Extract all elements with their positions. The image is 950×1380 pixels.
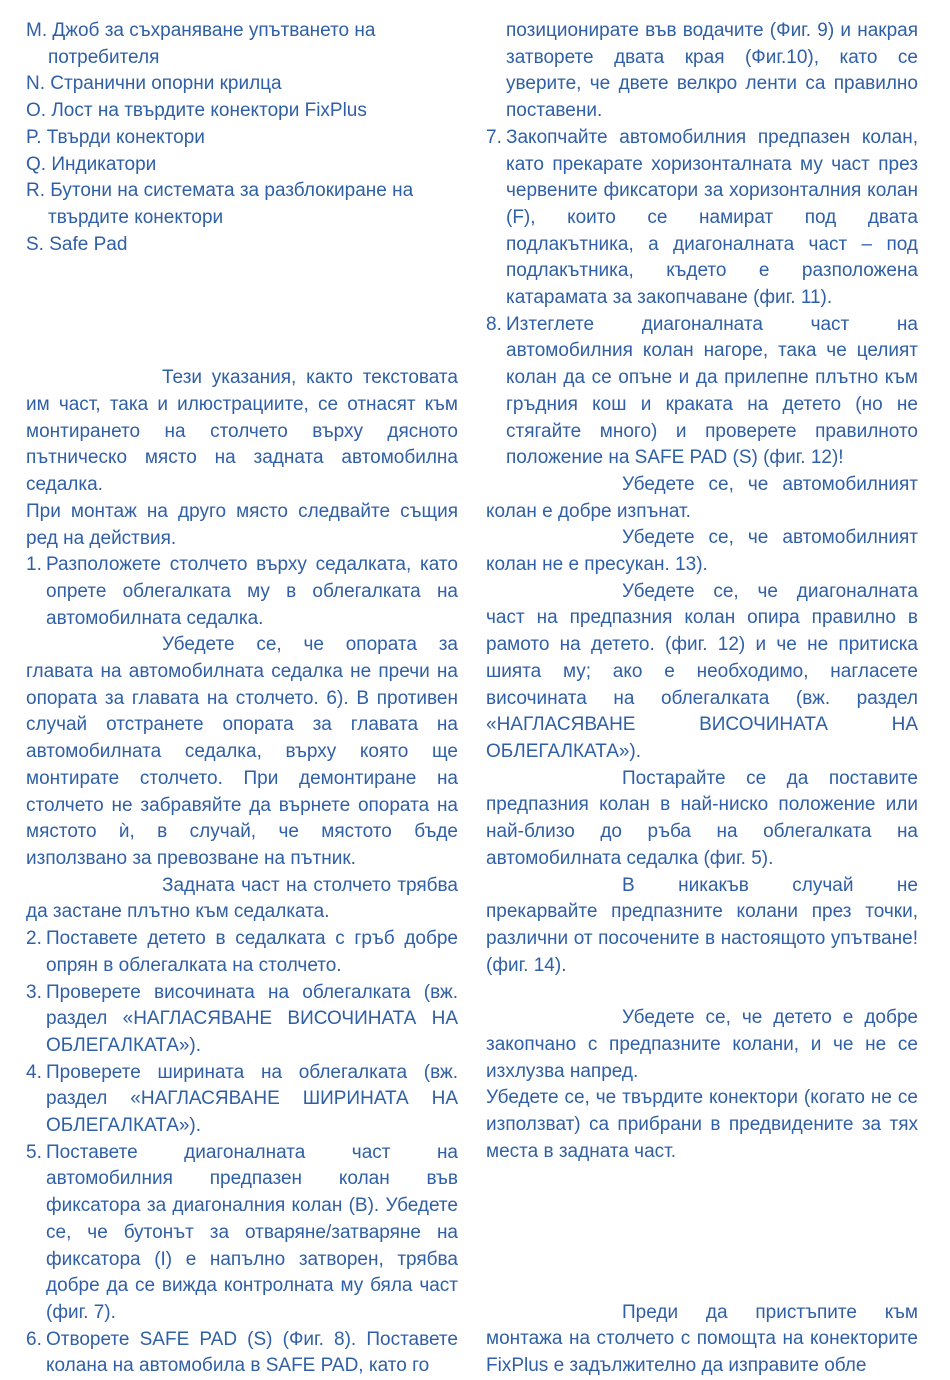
check-connectors-stowed: Убедете се, че твърдите конектори (когато не се използват) са прибрани в предвидените за тях места в задната част. [486, 1087, 918, 1162]
step-6-continued [486, 18, 918, 125]
step-number: 8. [486, 313, 502, 335]
step-4 [26, 1060, 458, 1140]
step-7 [486, 125, 918, 312]
right-column [486, 18, 918, 1380]
legend-item-p: P. Твърди конектори [26, 126, 205, 148]
step-number: 3. [26, 981, 42, 1003]
check-belt-twisted: Убедете се, че автомобилният колан не е пресукан. 13). [486, 527, 918, 576]
legend-item-m: M. Джоб за съхраняване упътването на потребителя [26, 20, 376, 68]
step-3 [26, 980, 458, 1060]
legend-item-s: S. Safe Pad [26, 233, 128, 255]
step-8 [486, 312, 918, 472]
step-number: 5. [26, 1141, 42, 1163]
step-text: позиционирате във водачите (Фиг. 9) и накрая затворете двата края (Фиг.10), като се уверите, че двете велкро ленти са правилно поставени. [506, 20, 918, 122]
step-text: Поставете диагоналната част на автомобилния предпазен колан във фиксатора за диагоналния колан (B). Убедете се, че бутонът за отваряне/затваряне на фиксатора (I) е напълно затворен, трябва добре да се вижда контролната му бяла част (фиг. 7). [46, 1141, 458, 1323]
check-diagonal-belt: Убедете се, че диагоналната част на предпазния колан опира правилно в рамото на детето. (фиг. 12) и че не притиска шията му; ако е необходимо, нагласете височината на облегалката (вж. раздел «НАГЛАСЯВАНЕ ВИСОЧИНАТА НА ОБЛЕГАЛКАТА»). [486, 580, 918, 762]
check-belt-position: Постарайте се да поставите предпазния колан в най-ниско положение или най-близо до ръба на облегалката на автомобилната седалка (фиг. 5). [486, 767, 918, 869]
check-belt-routing: В никакъв случай не прекарвайте предпазните колани през точки, различни от посочените в настоящото упътване! (фиг. 14). [486, 874, 918, 976]
legend-item-q: Q. Индикатори [26, 153, 157, 175]
fixplus-installation-text: Преди да пристъпите към монтажа на столчето с помощта на конекторите FixPlus е задължително да изправите обле [486, 1301, 918, 1376]
step-text: Разположете столчето върху седалката, като опрете облегалката му в облегалката на автомобилната седалка. [46, 554, 458, 629]
spacer [486, 1166, 918, 1300]
step-number: 4. [26, 1061, 42, 1083]
step-2 [26, 926, 458, 979]
check-belt-tight: Убедете се, че автомобилният колан е добре изпънат. [486, 473, 918, 522]
step-number: 2. [26, 928, 42, 950]
step-1 [26, 552, 458, 632]
step-number: 7. [486, 126, 502, 148]
legend-item-o: O. Лост на твърдите конектори FixPlus [26, 100, 367, 122]
legend-item-n: N. Странични опорни крилца [26, 73, 282, 95]
step-6 [26, 1327, 458, 1380]
step-text: Проверете височината на облегалката (вж. раздел «НАГЛАСЯВАНЕ ВИСОЧИНАТА НА ОБЛЕГАЛКАТА»). [46, 981, 458, 1056]
step-number: 6. [26, 1328, 42, 1350]
step-text: Закопчайте автомобилния предпазен колан, като прекарате хоризонталната му част през червените фиксатори за хоризонталния колан (F), които се намират под двата подлакътника, а диагоналната част – под подлакътника, където е разположена катарамата за закопчаване (фиг. 11). [506, 126, 918, 309]
check-child-fastened: Убедете се, че детето е добре закопчано с предпазните колани, и че не се изхлузва напред. [486, 1007, 918, 1082]
intro-paragraph: Тези указания, както текстовата им част, така и илюстрациите, се отнасят към монтирането на столчето върху дясното пътническо място на задната автомобилна седалка. [26, 367, 458, 496]
left-column [26, 18, 458, 1380]
step-number: 1. [26, 554, 42, 576]
step-text: Поставете детето в седалката с гръб добре опрян в облегалката на столчето. [46, 928, 458, 976]
warning-backrest: Задната част на столчето трябва да застане плътно към седалката. [26, 874, 458, 923]
legend-item-r: R. Бутони на системата за разблокиране на твърдите конектори [26, 180, 414, 228]
spacer [26, 258, 458, 365]
step-text: Отворете SAFE PAD (S) (Фиг. 8). Поставете колана на автомобила в SAFE PAD, като го [46, 1328, 458, 1377]
step-text: Проверете ширината на облегалката (вж. раздел «НАГЛАСЯВАНЕ ШИРИНАТА НА ОБЛЕГАЛКАТА»). [46, 1061, 458, 1137]
spacer [486, 979, 918, 1005]
warning-headrest: Убедете се, че опората за главата на автомобилната седалка не пречи на опората за главата на столчето. 6). В противен случай отстранете опората за главата на автомобилната седалка, върху която ще монтирате столчето. При демонтиране на столчето не забравяйте да върнете опората на мястото ѝ, в случай, че мястото бъде използвано за превозване на пътник. [26, 634, 458, 869]
step-text: Изтеглете диагоналната част на автомобилния колан нагоре, така че целият колан да се опъне и да прилепне плътно към гръдния кош и краката на детето (но не стягайте много) и проверете правилното положение на SAFE PAD (S) (фиг. 12)! [506, 313, 918, 469]
intro-paragraph-2: При монтаж на друго място следвайте същия ред на действия. [26, 500, 458, 549]
step-5 [26, 1140, 458, 1327]
